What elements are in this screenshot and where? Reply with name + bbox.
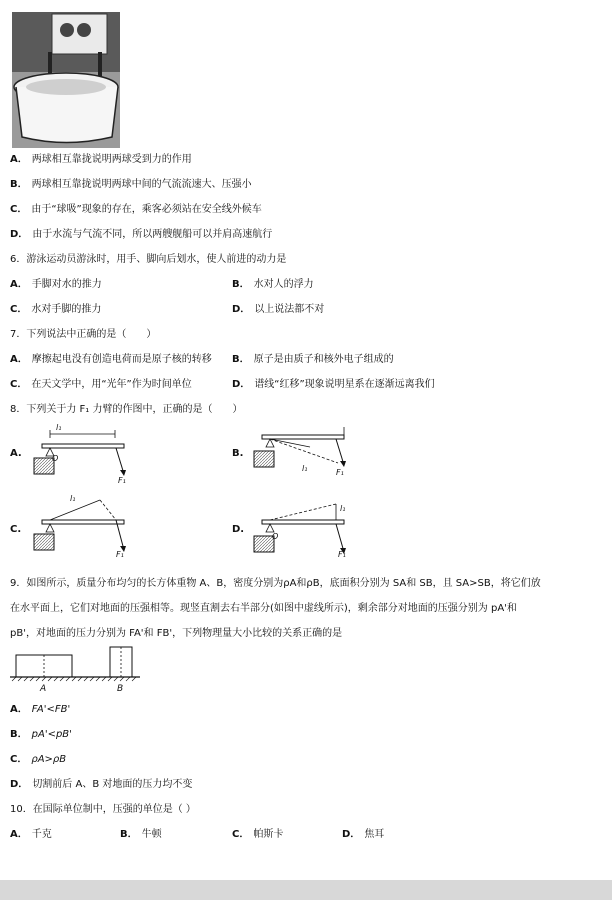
q9-block-b-label: B (117, 684, 124, 694)
option-letter: B． (232, 279, 250, 290)
option-letter: D． (10, 779, 29, 790)
option-text: ρA>ρB (31, 754, 67, 765)
option-letter: A． (10, 279, 28, 290)
q8-d-pivot-label: O (272, 532, 279, 541)
q8-b-force-label: F₁ (336, 468, 344, 477)
option-letter: C． (10, 304, 28, 315)
q8-c-force-label: F₁ (116, 550, 124, 559)
q9-option-d[interactable] (10, 778, 192, 791)
q5-option-d[interactable] (10, 228, 272, 241)
q7-option-a[interactable] (10, 353, 212, 366)
option-letter: A． (10, 829, 28, 840)
option-text: 在天文学中，用“光年”作为时间单位 (31, 379, 192, 390)
q6-option-d[interactable] (232, 303, 324, 316)
option-text: 牛顿 (141, 829, 162, 840)
q7-option-d[interactable] (232, 378, 435, 391)
q10-option-a[interactable] (10, 828, 52, 841)
option-text: 水对人的浮力 (253, 279, 314, 290)
q8-option-c-label[interactable]: C. (10, 524, 22, 535)
q5-option-a[interactable] (10, 153, 192, 166)
q9-option-a[interactable] (10, 703, 70, 716)
option-letter: A． (10, 704, 28, 715)
option-text: pA'<pB' (31, 729, 72, 740)
option-letter: C． (10, 754, 28, 765)
q9-option-c[interactable] (10, 753, 66, 766)
option-text: 摩擦起电没有创造电荷而是原子核的转移 (31, 354, 212, 365)
q7-option-b[interactable] (232, 353, 394, 366)
option-text: 帕斯卡 (253, 829, 284, 840)
q10-option-c[interactable] (232, 828, 283, 841)
q8-d-force-label: F₁ (338, 550, 346, 559)
q5-option-b[interactable] (10, 178, 252, 191)
q8-option-b-label[interactable]: B. (232, 448, 244, 459)
option-letter: A． (10, 154, 28, 165)
option-text: 切割前后 A、B 对地面的压力均不变 (32, 779, 193, 790)
q5-option-c[interactable] (10, 203, 262, 216)
option-text: 由于水流与气流不同，所以两艘舰船可以并肩高速航行 (32, 229, 273, 240)
option-letter: B． (232, 354, 250, 365)
option-letter: D． (10, 229, 29, 240)
option-text: 手脚对水的推力 (31, 279, 102, 290)
q8-a-force-label: F₁ (118, 476, 126, 485)
option-letter: D． (342, 829, 361, 840)
page-bottom-band (0, 880, 612, 900)
option-letter: C． (10, 204, 28, 215)
q9-stem-line-3: pB'，对地面的压力分别为 FA'和 FB'，下列物理量大小比较的关系正确的是 (10, 628, 343, 639)
q7-option-c[interactable] (10, 378, 192, 391)
q6-option-b[interactable] (232, 278, 314, 291)
q8-b-arm-label: l₁ (302, 464, 308, 473)
q10-option-b[interactable] (120, 828, 162, 841)
q9-option-b[interactable] (10, 728, 72, 741)
option-text: 以上说法都不对 (254, 304, 325, 315)
q7-stem: 7．下列说法中正确的是（ ） (10, 329, 157, 340)
option-text: 水对手脚的推力 (31, 304, 102, 315)
option-letter: D． (232, 379, 251, 390)
q9-block-a-label: A (40, 684, 47, 694)
option-letter: B． (120, 829, 138, 840)
option-text: 焦耳 (364, 829, 385, 840)
q8-a-pivot-label: O (52, 454, 59, 463)
option-text: 原子是由质子和核外电子组成的 (253, 354, 394, 365)
q6-stem: 6．游泳运动员游泳时，用手、脚向后划水，使人前进的动力是 (10, 254, 287, 265)
option-text: 两球相互靠拢说明两球中间的气流流速大、压强小 (31, 179, 252, 190)
option-letter: D． (232, 304, 251, 315)
q8-c-arm-label: l₁ (70, 494, 76, 503)
option-letter: B． (10, 729, 28, 740)
q8-d-arm-label: l₁ (340, 504, 346, 513)
option-letter: B． (10, 179, 28, 190)
q8-option-d-label[interactable]: D. (232, 524, 245, 535)
option-text: 两球相互靠拢说明两球受到力的作用 (31, 154, 192, 165)
q10-option-d[interactable] (342, 828, 384, 841)
option-text: FA'<FB' (31, 704, 71, 715)
q9-blocks-diagram (10, 645, 145, 695)
q9-stem-line-2: 在水平面上，它们对地面的压强相等。现竖直割去右半部分(如图中虚线所示)，剩余部分对地面的压强分别为 pA'和 (10, 603, 517, 614)
q8-a-arm-label: l₁ (56, 423, 62, 432)
experiment-photo (12, 12, 120, 148)
q8-stem: 8．下列关于力 F₁ 力臂的作图中，正确的是（ ） (10, 404, 243, 415)
option-text: 由于“球吸”现象的存在，乘客必须站在安全线外候车 (31, 204, 262, 215)
q6-option-c[interactable] (10, 303, 101, 316)
q9-stem-line-1: 9．如图所示，质量分布均匀的长方体重物 A、B，密度分别为ρA和ρB，底面积分别为 SA和 SB，且 SA>SB，将它们放 (10, 578, 541, 589)
option-letter: C． (232, 829, 250, 840)
option-text: 谱线“红移”现象说明星系在逐渐远离我们 (254, 379, 435, 390)
q8-option-a-label[interactable]: A. (10, 448, 22, 459)
q6-option-a[interactable] (10, 278, 102, 291)
option-letter: C． (10, 379, 28, 390)
option-letter: A． (10, 354, 28, 365)
q10-stem: 10．在国际单位制中，压强的单位是（ ） (10, 804, 196, 815)
option-text: 千克 (31, 829, 52, 840)
